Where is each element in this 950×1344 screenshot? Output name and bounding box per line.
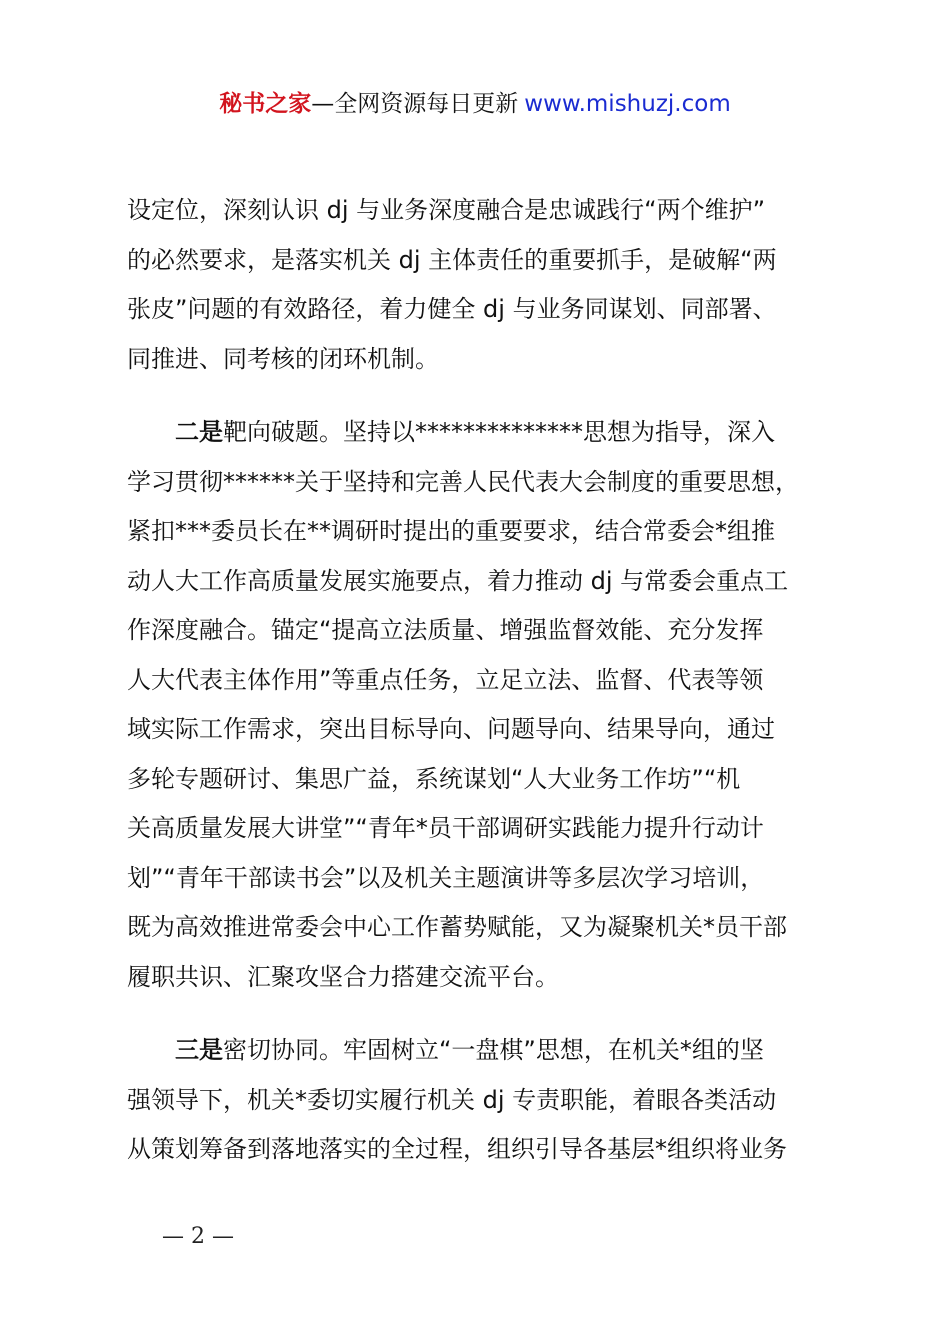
- paragraph-line: 履职共识、汇聚攻坚合力搭建交流平台。: [127, 962, 559, 991]
- paragraph-first-line: [127, 408, 847, 458]
- page-number: — 2 —: [162, 1224, 234, 1249]
- paragraph-line: 张皮”问题的有效路径，着力健全 dj 与业务同谋划、同部署、: [127, 295, 777, 323]
- brand-name: 秘书之家: [219, 91, 312, 117]
- paragraph-first-line-text: 靶向破题。坚持以**************思想为指导，深入: [223, 418, 775, 446]
- site-header: [0, 86, 950, 122]
- paragraph-3: [127, 1026, 847, 1175]
- paragraph-lead: 二是: [175, 418, 223, 446]
- paragraph-line: 从策划筹备到落地落实的全过程，组织引导各基层*组织将业务: [127, 1135, 787, 1163]
- header-tagline: 全网资源每日更新: [334, 91, 519, 117]
- paragraph-line: 多轮专题研讨、集思广益，系统谋划“人大业务工作坊”“机: [127, 764, 741, 793]
- paragraph-line: 既为高效推进常委会中心工作蓄势赋能，又为凝聚机关*员干部: [127, 913, 787, 941]
- header-dash: —: [311, 91, 335, 117]
- paragraph-2: [127, 408, 847, 1002]
- paragraph-line: 设定位，深刻认识 dj 与业务深度融合是忠诚践行“两个维护”: [127, 196, 766, 224]
- site-url-link[interactable]: www.mishuzj.com: [524, 91, 731, 117]
- paragraph-line: 域实际工作需求，突出目标导向、问题导向、结果导向，通过: [127, 715, 775, 743]
- paragraph-line: 划”“青年干部读书会”以及机关主题演讲等多层次学习培训，: [127, 863, 765, 892]
- paragraph-line: 人大代表主体作用”等重点任务，立足立法、监督、代表等领: [127, 665, 764, 694]
- paragraph-line: 动人大工作高质量发展实施要点，着力推动 dj 与常委会重点工: [127, 566, 789, 595]
- paragraph-line: 学习贯彻******关于坚持和完善人民代表大会制度的重要思想，: [127, 467, 799, 496]
- paragraph-lead: 三是: [175, 1036, 223, 1064]
- paragraph-first-line: [127, 1026, 847, 1076]
- paragraph-line: 紧扣***委员长在**调研时提出的重要要求，结合常委会*组推: [127, 517, 775, 545]
- paragraph-line: 同推进、同考核的闭环机制。: [127, 344, 439, 373]
- paragraph-line: 强领导下，机关*委切实履行机关 dj 专责职能，着眼各类活动: [127, 1085, 777, 1114]
- paragraph-1: [127, 186, 847, 384]
- paragraph-line: 的必然要求，是落实机关 dj 主体责任的重要抓手，是破解“两: [127, 245, 777, 274]
- document-body: [127, 186, 847, 1175]
- paragraph-first-line-text: 密切协同。牢固树立“一盘棋”思想，在机关*组的坚: [223, 1036, 764, 1064]
- paragraph-line: 关高质量发展大讲堂”“青年*员干部调研实践能力提升行动计: [127, 814, 764, 842]
- paragraph-line: 作深度融合。锚定“提高立法质量、增强监督效能、充分发挥: [127, 616, 764, 644]
